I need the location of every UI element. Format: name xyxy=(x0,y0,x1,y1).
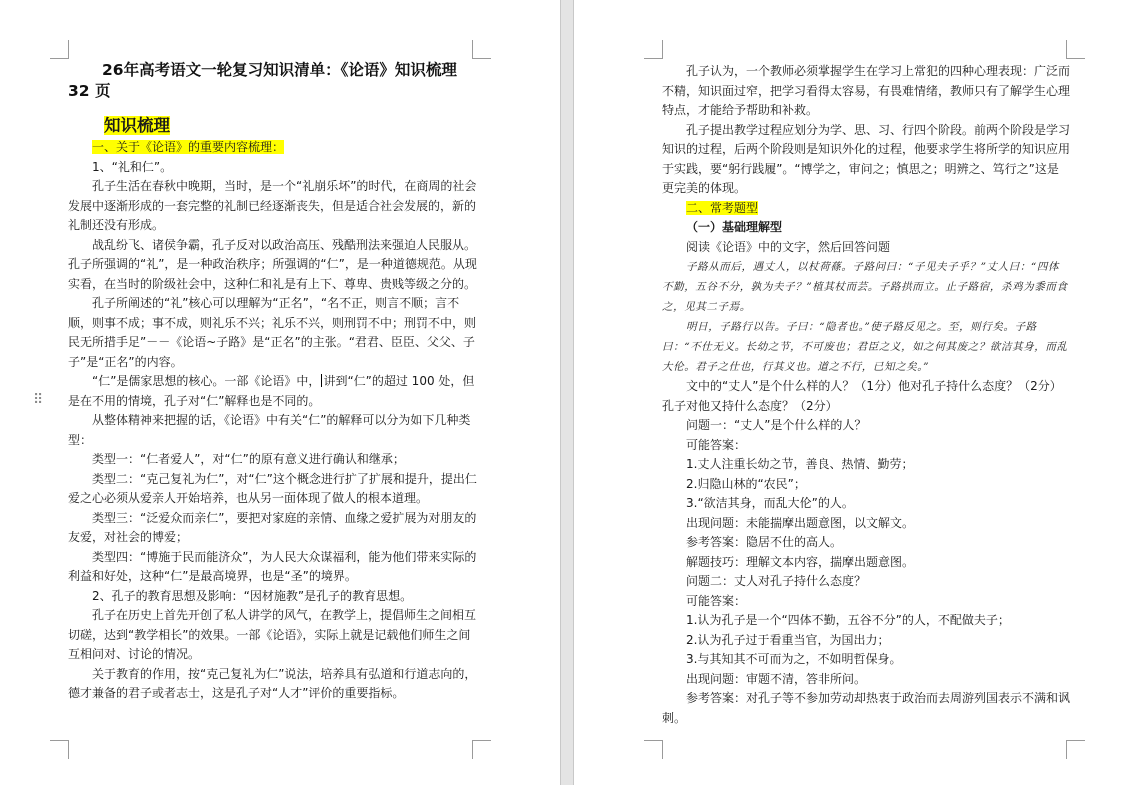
answer-item: 1.认为孔子是一个“四体不勤，五谷不分”的人，不配做夫子； xyxy=(686,613,1010,627)
answer-item: 3.“欲洁其身，而乱大伦”的人。 xyxy=(686,496,854,510)
page-gutter xyxy=(560,0,574,785)
paragraph-text-after-cursor: 讲到“仁”的超过 100 处，但是在不用的情境，孔子对“仁”解释也是不同的。 xyxy=(68,374,475,408)
item-two: 2、孔子的教育思想及影响：“因材施教”是孔子的教育思想。 xyxy=(92,588,413,603)
corner-mark-top-left xyxy=(644,40,663,59)
corner-mark-bottom-left xyxy=(50,740,69,759)
item-one: 1、“礼和仁”。 xyxy=(92,159,173,174)
paragraph: 孔子生活在春秋中晚期，当时，是一个“礼崩乐坏”的时代，在商周的社会发展中逐渐形成的一套完整的礼制已经逐渐丧失，但是适合社会发展的，新的礼制还没有形成。 xyxy=(68,179,477,232)
section-one-title xyxy=(92,138,478,158)
paragraph: 孔子所阐述的“礼”核心可以理解为“正名”，“名不正，则言不顺；言不顺，则事不成；事不成，则礼乐不兴；礼乐不兴，则刑罚不中；刑罚不中，则民无所措手足”－－《论语~子路》是“正名”的主张。“君君、臣臣、父父、子子”是“正名”的内容。 xyxy=(68,296,477,369)
right-page-content xyxy=(662,62,1070,728)
paragraph: 战乱纷飞、诸侯争霸，孔子反对以政治高压、残酷刑法来强迫人民服从。孔子所强调的“礼”，是一种政治秩序；所强调的“仁”，是一种道德规范。从现实看，在当时的阶级社会中，这种仁和礼是有上下、尊卑、贵贱等级之分的。 xyxy=(68,237,477,291)
subheading: （一）基础理解型 xyxy=(686,220,783,234)
problem-note: 出现问题：未能揣摩出题意图，以文解文。 xyxy=(686,515,915,530)
paragraph: 从整体精神来把握的话，《论语》中有关“仁”的解释可以分为如下几种类型： xyxy=(68,413,471,447)
answer-item: 1.丈人注重长幼之节，善良、热情、勤劳； xyxy=(686,457,914,471)
paragraph: 孔子认为，一个教师必须掌握学生在学习上常犯的四种心理表现：广泛而不精，知识面过窄，把学习看得太容易，有畏难情绪，教师只有了解学生心理特点，才能给予帮助和补救。 xyxy=(662,64,1071,117)
reference-answer: 参考答案：隐居不仕的高人。 xyxy=(686,535,843,549)
classical-text: 子路从而后，遇丈人，以杖荷蓧。子路问曰：“子见夫子乎？”丈人曰：“四体不勤，五谷不分，孰为夫子？”植其杖而芸。子路拱而立。止子路宿，杀鸡为黍而食之，见其二子焉。 xyxy=(662,261,1068,313)
type-item: 类型一：“仁者爱人”，对“仁”的原有意义进行确认和继承； xyxy=(92,452,405,466)
possible-answers-label: 可能答案： xyxy=(686,437,747,452)
section-two-title xyxy=(686,199,1070,219)
answer-item: 2.归隐山林的“农民”； xyxy=(686,476,806,491)
question-one: 问题一：“丈人”是个什么样的人？ xyxy=(686,418,867,432)
left-page-content xyxy=(68,60,478,704)
paragraph: 孔子在历史上首先开创了私人讲学的风气，在教学上，提倡师生之间相互切磋，达到“教学相长”的效果。一部《论语》，实际上就是记载他们师生之间互相问对、讨论的情况。 xyxy=(68,608,477,661)
section-heading xyxy=(104,115,478,137)
section-two-text: 二、常考题型 xyxy=(686,200,759,215)
corner-mark-top-right xyxy=(472,40,491,59)
document-title: 26年高考语文一轮复习知识清单：《论语》知识梳理 32 页 xyxy=(68,61,457,100)
paragraph: 孔子提出教学过程应划分为学、思、习、行四个阶段。前两个阶段是学习知识的过程，后两个阶段则是知识外化的过程，他要求学生将所学的知识应用于实践，要“躬行践履”。“博学之，审问之；慎思之；明辨之、笃行之”这是更完美的体现。 xyxy=(662,122,1071,195)
type-item: 类型三：“泛爱众而亲仁”，要把对家庭的亲情、血缘之爱扩展为对朋友的友爱，对社会的博爱； xyxy=(68,510,477,544)
question-intro: 阅读《论语》中的文字，然后回答问题 xyxy=(686,239,891,254)
corner-mark-bottom-right xyxy=(1066,740,1085,759)
classical-text: 明日，子路行以告。子曰：“隐者也。”使子路反见之。至，则行矣。子路曰：“不仕无义。长幼之节，不可废也；君臣之义，如之何其废之？欲洁其身，而乱大伦。君子之仕也，行其义也。道之不行，已知之矣。” xyxy=(662,321,1068,373)
corner-mark-bottom-left xyxy=(644,740,663,759)
reference-answer: 参考答案：对孔子等不参加劳动却热衷于政治而去周游列国表示不满和讽刺。 xyxy=(662,691,1071,725)
paragraph: 关于教育的作用，按“克己复礼为仁”说法，培养具有弘道和行道志向的，德才兼备的君子或者志士，这是孔子对“人才”评价的重要指标。 xyxy=(68,666,477,700)
solving-tip: 解题技巧：理解文本内容，揣摩出题意图。 xyxy=(686,554,915,569)
type-item: 类型四：“博施于民而能济众”，为人民大众谋福利，能为他们带来实际的利益和好处，这种“仁”是最高境界，也是“圣”的境界。 xyxy=(68,549,477,583)
corner-mark-bottom-right xyxy=(472,740,491,759)
paragraph-text-before-cursor: “仁”是儒家思想的核心。一部《论语》中， xyxy=(92,374,321,388)
question: 文中的“丈人”是个什么样的人？（1分）他对孔子持什么态度？（2分）孔子对他又持什么态度？（2分） xyxy=(662,379,1062,413)
type-item: 类型二：“克己复礼为仁”，对“仁”这个概念进行扩了扩展和提升，提出仁爱之心必须从爱亲人开始培养，也从另一面体现了做人的根本道理。 xyxy=(68,471,477,505)
corner-mark-top-right xyxy=(1066,40,1085,59)
answer-item: 3.与其知其不可而为之，不如明哲保身。 xyxy=(686,652,902,666)
heading-text: 知识梳理 xyxy=(104,116,170,135)
possible-answers-label: 可能答案： xyxy=(686,593,747,608)
section-one-text: 一、关于《论语》的重要内容梳理： xyxy=(92,140,285,154)
corner-mark-top-left xyxy=(50,40,69,59)
drag-handle-icon[interactable]: ⠿ xyxy=(33,392,42,408)
problem-note: 出现问题：审题不清，答非所问。 xyxy=(686,671,867,686)
paragraph[interactable] xyxy=(68,372,478,411)
question-two: 问题二：丈人对孔子持什么态度？ xyxy=(686,574,867,588)
answer-item: 2.认为孔子过于看重当官，为国出力； xyxy=(686,632,890,647)
